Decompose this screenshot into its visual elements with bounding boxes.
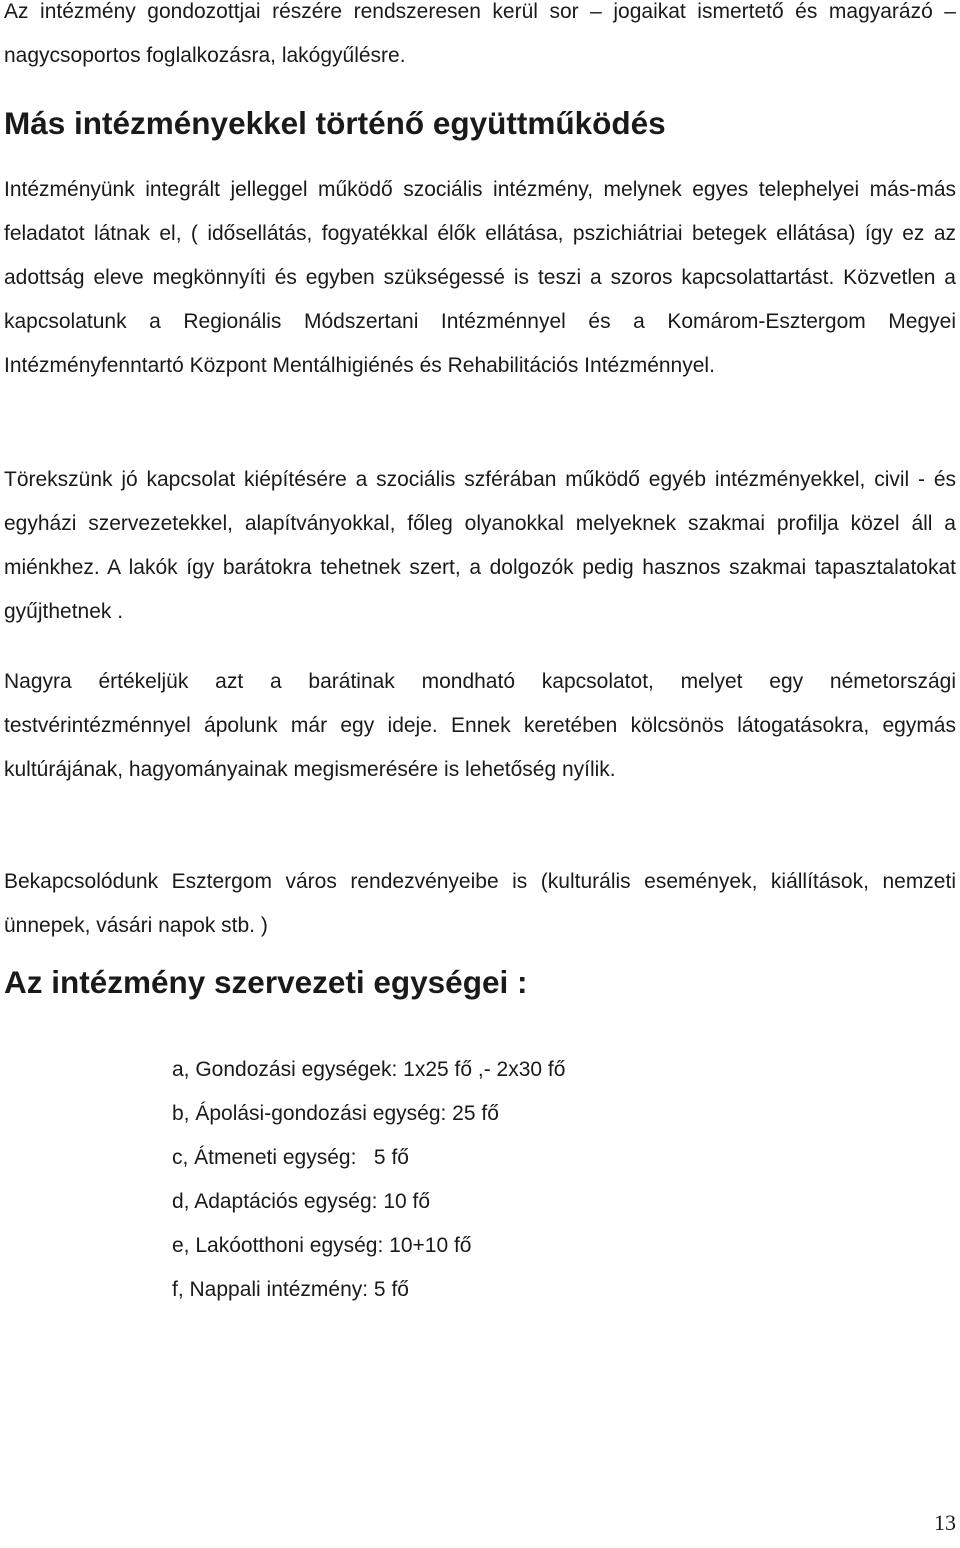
list-item: f, Nappali intézmény: 5 fő	[172, 1278, 409, 1301]
list-item: d, Adaptációs egység: 10 fő	[172, 1190, 431, 1213]
partner-paragraph: Nagyra értékeljük azt a barátinak mondható kapcsolatot, melyet egy németországi testvérintézménnyel ápolunk már egy ideje. Ennek keretében kölcsönös látogatásokra, egymás kultúrájának, hagyományainak megismerésére is lehetőség nyílik.	[4, 670, 956, 781]
list-item: c, Átmeneti egység: 5 fő	[172, 1146, 409, 1169]
units-heading: Az intézmény szervezeti egységei :	[4, 964, 528, 1000]
intro-paragraph: Az intézmény gondozottjai részére rendszeresen kerül sor – jogaikat ismertető és magyarázó – nagycsoportos foglalkozásra, lakógyűlésre.	[4, 0, 956, 67]
cooperation-heading: Más intézményekkel történő együttműködés	[4, 105, 666, 141]
cooperation-paragraph: Intézményünk integrált jelleggel működő szociális intézmény, melynek egyes telephelyei más-más feladatot látnak el, ( idősellátás, fogyatékkal élők ellátása, pszichiátriai betegek ellátása) így ez az adottság eleve megkönnyíti és egyben szükségessé is teszi a szoros kapcsolattartást. Közvetlen a kapcsolatunk a Regionális Módszertani Intézménnyel és a Komárom-Esztergom Megyei Intézményfenntartó Központ Mentálhigiénés és Rehabilitációs Intézménnyel.	[4, 178, 956, 377]
page-number: 13	[934, 1510, 956, 1535]
list-item: b, Ápolási-gondozási egység: 25 fő	[172, 1102, 499, 1125]
list-item: a, Gondozási egységek: 1x25 fő ,- 2x30 fő	[172, 1058, 566, 1081]
events-paragraph: Bekapcsolódunk Esztergom város rendezvényeibe is (kulturális események, kiállítások, nemzeti ünnepek, vásári napok stb. )	[4, 870, 956, 937]
relations-paragraph: Törekszünk jó kapcsolat kiépítésére a szociális szférában működő egyéb intézményekkel, civil - és egyházi szervezetekkel, alapítványokkal, főleg olyanokkal melyeknek szakmai profilja közel áll a miénkhez. A lakók így barátokra tehetnek szert, a dolgozók pedig hasznos szakmai tapasztalatokat gyűjthetnek .	[4, 468, 956, 623]
list-item: e, Lakóotthoni egység: 10+10 fő	[172, 1234, 472, 1257]
units-list	[172, 1048, 565, 1312]
